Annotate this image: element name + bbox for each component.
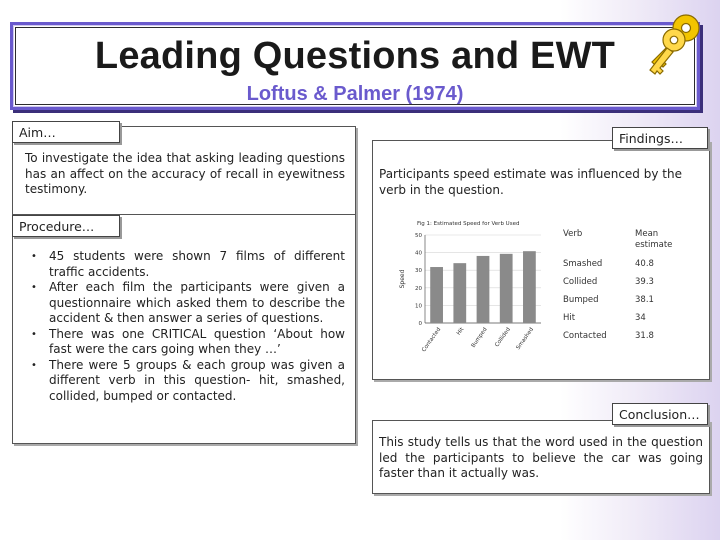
conclusion-label: Conclusion… [612, 403, 708, 425]
chart-title: Fig 1: Estimated Speed for Verb Used [417, 221, 520, 227]
findings-label: Findings… [612, 127, 708, 149]
table-row [563, 313, 693, 327]
x-tick-label: Contacted [421, 326, 443, 354]
table-row [563, 277, 693, 291]
y-tick-label: 10 [415, 303, 422, 310]
table-row [563, 259, 693, 273]
table-row [563, 295, 693, 309]
table-header-verb: Verb [563, 229, 583, 239]
conclusion-text: This study tells us that the word used in the question led the participants to believe the car was going faster than it actually was. [379, 435, 703, 480]
table-cell-mean: 40.8 [635, 259, 654, 269]
table-header-mean: Mean estimate [635, 229, 673, 250]
bar-chart [395, 217, 547, 357]
page-subtitle: Loftus & Palmer (1974) [246, 83, 464, 105]
y-tick-label: 30 [415, 268, 422, 275]
bar-chart-svg [395, 217, 547, 357]
findings-panel [372, 140, 710, 380]
procedure-item: • There were 5 groups & each group was given a different verb in this question- hit, smashed, collided, bumped or contacted. [25, 358, 345, 405]
procedure-list [25, 249, 345, 404]
y-axis-label: Speed [399, 269, 406, 289]
title-banner [10, 22, 700, 110]
chart-bar [500, 254, 513, 323]
table-row [563, 331, 693, 345]
x-tick-label: Hit [456, 326, 466, 337]
table-cell-mean: 31.8 [635, 331, 654, 341]
table-cell-verb: Contacted [563, 331, 607, 341]
procedure-panel [12, 214, 356, 444]
procedure-item: • There was one CRITICAL question ‘About how fast were the cars going when they …’ [25, 327, 345, 358]
table-cell-verb: Bumped [563, 295, 599, 305]
table-header-row [563, 229, 693, 250]
table-cell-verb: Smashed [563, 259, 603, 269]
table-cell-verb: Hit [563, 313, 576, 323]
x-tick-label: Bumped [470, 326, 489, 349]
page-title: Leading Questions and EWT [94, 35, 616, 77]
procedure-label: Procedure… [12, 215, 120, 237]
procedure-item: • After each film the participants were given a questionnaire which asked them to describe the accident & then answer a series of questions. [25, 280, 345, 327]
aim-text: To investigate the idea that asking leading questions has an affect on the accuracy of recall in eyewitness testimony. [25, 151, 345, 196]
table-cell-mean: 39.3 [635, 277, 654, 287]
chart-bar [430, 267, 443, 323]
y-tick-label: 50 [415, 233, 422, 239]
table-cell-verb: Collided [563, 277, 598, 287]
aim-label: Aim… [12, 121, 120, 143]
chart-bar [477, 256, 490, 323]
table-cell-mean: 34 [635, 313, 646, 323]
keys-icon [636, 8, 706, 78]
findings-text: Participants speed estimate was influenced by the verb in the question. [379, 167, 682, 197]
y-tick-label: 0 [418, 321, 422, 327]
x-tick-label: Smashed [515, 326, 536, 351]
chart-bar [523, 251, 536, 323]
conclusion-panel [372, 420, 710, 494]
y-tick-label: 40 [415, 250, 422, 257]
y-tick-label: 20 [415, 285, 422, 292]
table-cell-mean: 38.1 [635, 295, 654, 305]
procedure-item: • 45 students were shown 7 films of different traffic accidents. [25, 249, 345, 280]
x-tick-label: Collided [494, 326, 512, 349]
chart-bar [453, 263, 466, 323]
